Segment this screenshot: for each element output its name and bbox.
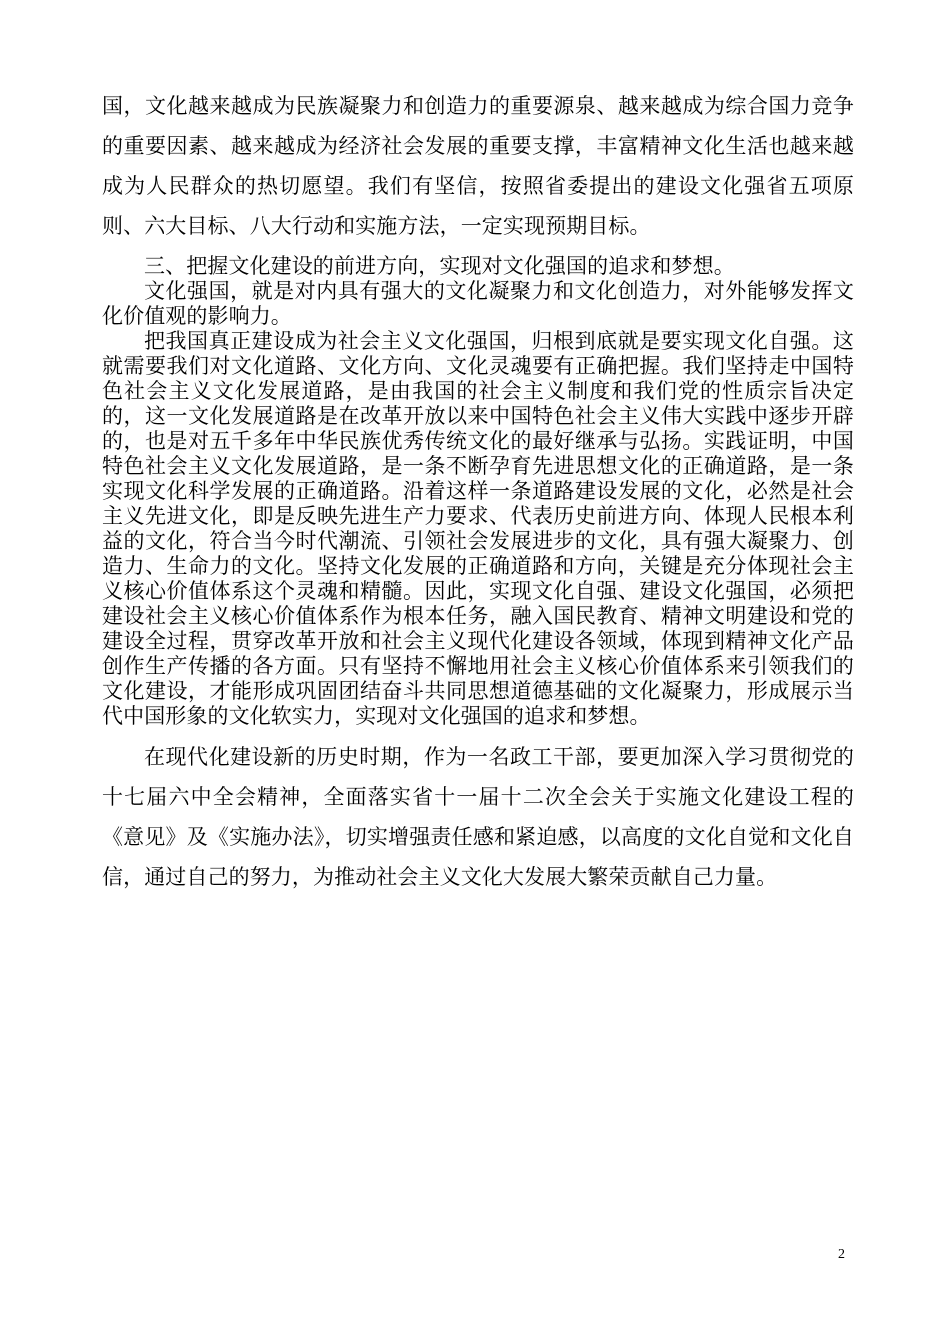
paragraph-main-argument: 把我国真正建设成为社会主义文化强国，归根到底就是要实现文化自强。这就需要我们对文化道路、文化方向、文化灵魂要有正确把握。我们坚持走中国特色社会主义文化发展道路，是由我国的社会主义制度和我们党的性质宗旨决定的，这一文化发展道路是在改革开放以来中国特色社会主义伟大实践中逐步开辟的，也是对五千多年中华民族优秀传统文化的最好继承与弘扬。实践证明，中国特色社会主义文化发展道路，是一条不断孕育先进思想文化的正确道路，是一条实现文化科学发展的正确道路。沿着这样一条道路建设发展的文化，必然是社会主义先进文化，即是反映先进生产力要求、代表历史前进方向、体现人民根本利益的文化，符合当今时代潮流、引领社会发展进步的文化，具有强大凝聚力、创造力、生命力的文化。坚持文化发展的正确道路和方向，关键是充分体现社会主义核心价值体系这个灵魂和精髓。因此，实现文化自强、建设文化强国，必须把建设社会主义核心价值体系作为根本任务，融入国民教育、精神文明建设和党的建设全过程，贯穿改革开放和社会主义现代化建设各领域，体现到精神文化产品创作生产传播的各方面。只有坚持不懈地用社会主义核心价值体系来引领我们的文化建设，才能形成巩固团结奋斗共同思想道德基础的文化凝聚力，形成展示当代中国形象的文化软实力，实现对文化强国的追求和梦想。	[102, 329, 854, 728]
paragraph-continuation: 国，文化越来越成为民族凝聚力和创造力的重要源泉、越来越成为综合国力竞争的重要因素、越来越成为经济社会发展的重要支撑，丰富精神文化生活也越来越成为人民群众的热切愿望。我们有坚信，按照省委提出的建设文化强省五项原则、六大目标、八大行动和实施方法，一定实现预期目标。	[102, 94, 854, 238]
section-heading: 三、把握文化建设的前进方向，实现对文化强国的追求和梦想。	[144, 254, 735, 278]
document-body	[102, 86, 854, 897]
paragraph-definition: 文化强国，就是对内具有强大的文化凝聚力和文化创造力，对外能够发挥文化价值观的影响力。	[102, 279, 854, 328]
paragraph-conclusion: 在现代化建设新的历史时期，作为一名政工干部，要更加深入学习贯彻党的十七届六中全会精神，全面落实省十一届十二次全会关于实施文化建设工程的《意见》及《实施办法》，切实增强责任感和紧迫感，以高度的文化自觉和文化自信，通过自己的努力，为推动社会主义文化大发展大繁荣贡献自己力量。	[102, 745, 854, 889]
page-number: 2	[838, 1247, 845, 1262]
